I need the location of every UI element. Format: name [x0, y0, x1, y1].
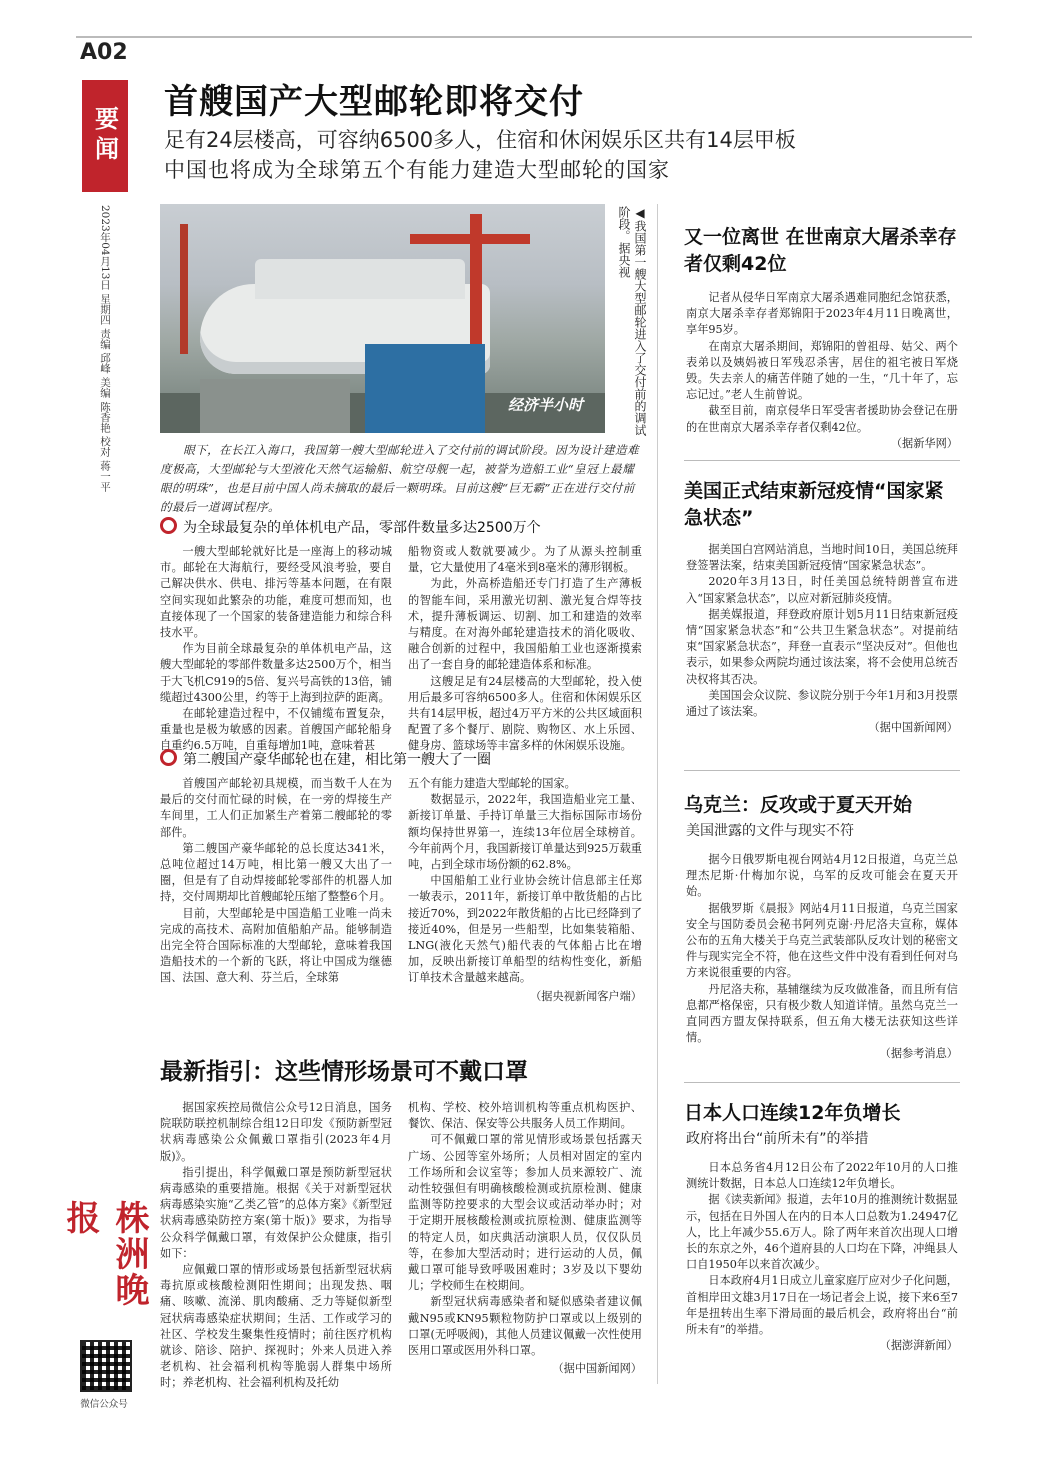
divider: [684, 1082, 960, 1083]
sidebar-headline-3[interactable]: 乌克兰：反攻或于夏天开始: [684, 794, 913, 816]
lead-col-1: [160, 544, 392, 755]
sidebar-subhead-4: 政府将出台“前所未有”的举措: [686, 1131, 869, 1147]
newspaper-logo: 株洲晚报: [60, 1200, 149, 1308]
paragraph: 据俄罗斯《晨报》网站4月11日报道，乌克兰国家安全与国防委员会秘书阿列克谢·丹尼洛夫宣称，媒体公布的五角大楼关于乌克兰武装部队反攻计划的秘密文件与现实完全不符，他在这些文件中没有看到任何对乌方来说很重要的内容。: [686, 901, 958, 980]
source-credit: （据新华网）: [890, 436, 958, 450]
photo-caption: ◀我国第一艘大型邮轮进入了交付前的调试阶段。据央视: [617, 206, 647, 436]
paragraph: 五个有能力建造大型邮轮的国家。: [408, 777, 576, 790]
building-shape: [200, 379, 350, 433]
source-credit: （据中国新闻网）: [868, 721, 958, 735]
paragraph: 新型冠状病毒感染者和疑似感染者建议佩戴N95或KN95颗粒物防护口罩或以上级别的口罩(无呼吸阀)，其他人员建议佩戴一次性使用医用口罩或医用外科口罩。: [408, 1295, 642, 1358]
paragraph: 丹尼洛夫称，基辅继续为反攻做准备，而且所有信息都严格保密，只有极少数人知道详情。虽然乌克兰一直同西方盟友保持联系，但五角大楼无法获知这些详情。: [686, 982, 958, 1045]
section-heading-2: [160, 749, 491, 769]
sidebar-subhead-3: 美国泄露的文件与现实不符: [686, 823, 854, 839]
source-credit: （据中国新闻网）: [552, 1362, 642, 1376]
photo-watermark: 经济半小时: [507, 396, 583, 414]
dateline: 2023年04月13日 星期四 责编 邱峰 美编 陈香艳 校对 蒋一平: [99, 205, 111, 492]
source-credit: （据澎湃新闻）: [879, 1339, 958, 1353]
section-heading-text: 为全球最复杂的单体机电产品，零部件数量多达2500万个: [183, 520, 541, 536]
lead-subhead-2: 中国也将成为全球第五个有能力建造大型邮轮的国家: [164, 158, 670, 182]
paragraph: 中国船舶工业行业协会统计信息部主任郑一敏表示，2011年，新接订单中散货船的占比接近70%，到2022年散货船的占比已经降到了接近40%，但是另一些船型，比如集装箱船、LNG(液化天然气)船代表的气体船占比在增加，反映出新接订单船型的结构性变化，新船订单技术含量越来越高。: [408, 874, 642, 985]
crane-arm-shape: [410, 234, 530, 244]
paragraph: 据美媒报道，拜登政府原计划5月11日结束新冠疫情“国家紧急状态”和“公共卫生紧急状态”。对提前结束“国家紧急状态”，拜登一直表示“坚决反对”。但他也表示，如果参众两院均通过该法案，将不会使用总统否决权将其否决。: [686, 607, 958, 686]
paragraph: 船物资或人数就要减少。为了从源头控制重量，它大量使用了4毫米到8毫米的薄形钢板。: [408, 545, 642, 575]
paragraph: 作为目前全球最复杂的单体机电产品，这艘大型邮轮的零部件数量多达2500万个，相当于大飞机C919的5倍、复兴号高铁的13倍，铺缆超过4300公里，约等于上海到拉萨的距离。: [160, 642, 392, 704]
paragraph: 可不佩戴口罩的常见情形或场景包括露天广场、公园等室外场所；人员相对固定的室内工作场所和会议室等；参加人员来源较广、流动性较强但有明确核酸检测或抗原检测、健康监测等防控要求的大型会议或活动举办时；对于定期开展核酸检测或抗原检测、健康监测等的特定人员，如庆典活动演职人员，仅仅队员等，在参加大型活动时；进行运动的人员，佩戴口罩可能导致呼吸困难时；3岁及以下婴幼儿；学校师生在校期间。: [408, 1133, 642, 1293]
paragraph: 日本总务省4月12日公布了2022年10月的人口推测统计数据，日本总人口连续12年负增长。: [686, 1161, 958, 1191]
building-shape: [365, 344, 485, 433]
paragraph: 日本政府4月1日成立儿童家庭厅应对少子化问题，首相岸田文雄3月17日在一场记者会上说，接下来6至7年是扭转出生率下滑局面的最后机会，政府将出台“前所未有”的举措。: [686, 1274, 958, 1337]
bullet-icon: [160, 749, 177, 766]
paragraph: 机构、学校、校外培训机构等重点机构医护、餐饮、保洁、保安等公共服务人员工作期间。: [408, 1101, 642, 1131]
paragraph: 指引提出，科学佩戴口罩是预防新型冠状病毒感染的重要措施。根据《关于对新型冠状病毒感染实施“乙类乙管”的总体方案》《新型冠状病毒感染防控方案(第十版)》要求，为指导公众科学佩戴口罩，有效保护公众健康，指引如下：: [160, 1165, 392, 1260]
paragraph: 应佩戴口罩的情形或场景包括新型冠状病毒抗原或核酸检测阳性期间；出现发热、咽痛、咳嗽、流涕、肌肉酸痛、乏力等疑似新型冠状病毒感染症状期间；生活、工作或学习的社区、学校发生聚集性疫情时；前往医疗机构就诊、陪诊、陪护、探视时；外来人员进入养老机构、社会福利机构等脆弱人群集中场所时；养老机构、社会福利机构及托幼: [160, 1263, 392, 1390]
sidebar-body-4: [686, 1160, 958, 1354]
sidebar-headline-4[interactable]: 日本人口连续12年负增长: [684, 1102, 901, 1124]
paragraph: 美国国会众议院、参议院分别于今年1月和3月投票通过了该法案。: [686, 688, 958, 719]
section-heading-text: 第二艘国产豪华邮轮也在建，相比第一艘大了一圈: [183, 752, 491, 768]
source-credit: （据参考消息）: [879, 1047, 958, 1061]
sidebar-headline-1[interactable]: 又一位离世 在世南京大屠杀幸存者仅剩42位: [684, 226, 957, 275]
paragraph: 第二艘国产豪华邮轮的总长度达341米，总吨位超过14万吨，相比第一艘又大出了一圈，但是有了自动焊接邮轮零部件的机器人加持，交付周期却比首艘邮轮压缩了整整6个月。: [160, 841, 392, 904]
sidebar-body-2: [686, 542, 958, 736]
paragraph: 首艘国产邮轮初具规模，而当数千人在为最后的交付而忙碌的时候，在一旁的焊接生产车间里，工人们正加紧生产着第二艘邮轮的零部件。: [160, 777, 392, 839]
crane-shape: [180, 224, 188, 354]
ship-deck-shape: [255, 259, 465, 299]
sidebar-body-1: [686, 290, 958, 452]
qr-code-icon[interactable]: [80, 1340, 132, 1392]
lead-col-4: [408, 776, 642, 1005]
lead-subhead-1: 足有24层楼高，可容纳6500多人，住宿和休闲娱乐区共有14层甲板: [164, 128, 796, 152]
mask-col-2: [408, 1100, 642, 1377]
bullet-icon: [160, 517, 177, 534]
paragraph: 数据显示，2022年，我国造船业完工量、新接订单量、手持订单量三大指标国际市场份额均保持世界第一，连续13年位居全球榜首。今年前两个月，我国新接订单量达到925万载重吨，占到全球市场份额的62.8%。: [408, 793, 642, 872]
divider: [684, 770, 960, 771]
divider: [684, 460, 960, 461]
qr-label: 微信公众号: [80, 1399, 128, 1410]
mask-headline[interactable]: 最新指引：这些情形场景可不戴口罩: [160, 1059, 528, 1085]
lead-col-2: [408, 544, 642, 755]
paragraph: 为此，外高桥造船还专门打造了生产薄板的智能车间，采用激光切割、激光复合焊等技术，提升薄板调运、切割、加工和建造的效率与精度。在对海外邮轮建造技术的消化吸收、融合创新的过程中，我国船舶工业也逐渐摸索出了一套自身的邮轮建造体系和标准。: [408, 577, 642, 672]
paragraph: 记者从侵华日军南京大屠杀遇难同胞纪念馆获悉，南京大屠杀幸存者郑锦阳于2023年4月11日晚离世，享年95岁。: [686, 291, 958, 337]
paragraph: 这艘足足有24层楼高的大型邮轮，投入使用后最多可容纳6500多人。住宿和休闲娱乐区共有14层甲板，超过4万平方米的公共区域面积配置了多个餐厅、剧院、购物区、水上乐园、健身房、篮球场等丰富多样的休闲娱乐设施。: [408, 674, 642, 753]
paragraph: 据《读卖新闻》报道，去年10月的推测统计数据显示，包括在日外国人在内的日本人口总数为1.24947亿人，比上年减少55.6万人。除了两年来首次出现人口增长的东京之外，46个道府县的人口均在下降，冲绳县人口自1950年以来首次减少。: [686, 1193, 958, 1272]
sidebar-body-3: [686, 852, 958, 1063]
sidebar-headline-2[interactable]: 美国正式结束新冠疫情“国家紧急状态”: [684, 480, 944, 529]
mask-col-1: [160, 1100, 392, 1392]
lead-lede: 眼下，在长江入海口，我国第一艘大型邮轮进入了交付前的调试阶段。因为设计建造难度极高，大型邮轮与大型液化天然气运输船、航空母舰一起，被誉为造船工业“皇冠上最耀眼的明珠”，也是目前中国人尚未摘取的最后一颗明珠。目前这艘“巨无霸”正在进行交付前的最后一道调试程序。: [160, 443, 639, 514]
cruise-ship-photo[interactable]: [160, 204, 605, 433]
paragraph: 2020年3月13日，时任美国总统特朗普宣布进入“国家紧急状态”，以应对新冠肺炎疫情。: [686, 575, 958, 605]
page-number: A02: [80, 40, 128, 65]
paragraph: 目前，大型邮轮是中国造船工业唯一尚未完成的高技术、高附加值船舶产品。能够制造出完全符合国际标准的大型邮轮，意味着我国造船技术的一个新的飞跃，将让中国成为继德国、法国、意大利、芬兰后，全球第: [160, 906, 392, 985]
paragraph: 在邮轮建造过程中，不仅铺缆布置复杂，重量也是极为敏感的因素。首艘国产邮轮船身自重约6.5万吨，自重每增加1吨，意味着甚: [160, 707, 392, 753]
column-divider: [657, 204, 658, 1384]
source-credit: （据央视新闻客户端）: [530, 989, 642, 1003]
lead-headline[interactable]: 首艘国产大型邮轮即将交付: [164, 82, 584, 122]
section-heading-1: [160, 517, 541, 537]
paragraph: 在南京大屠杀期间，郑锦阳的曾祖母、姑父、两个表弟以及姨妈被日军残忍杀害，居住的祖宅被日军烧毁。失去亲人的痛苦伴随了她的一生，“几十年了，忘忘记过。”老人生前曾说。: [686, 339, 958, 402]
paragraph: 据美国白宫网站消息，当地时间10日，美国总统拜登签署法案，结束美国新冠疫情“国家紧急状态”。: [686, 543, 958, 573]
paragraph: 截至目前，南京侵华日军受害者援助协会登记在册的在世南京大屠杀幸存者仅剩42位。: [686, 404, 958, 434]
section-tag[interactable]: 要闻: [82, 80, 128, 192]
lead-col-3: [160, 776, 392, 987]
paragraph: 一艘大型邮轮就好比是一座海上的移动城市。邮轮在大海航行，要经受风浪考验，要自己解决供水、供电、排污等基本问题，在有限空间实现如此繁杂的功能，难度可想而知，也直接体现了一个国家的装备建造能力和综合科技水平。: [160, 545, 392, 640]
paragraph: 据国家疾控局微信公众号12日消息，国务院联防联控机制综合组12日印发《预防新型冠状病毒感染公众佩戴口罩指引(2023年4月版)》。: [160, 1101, 392, 1163]
paragraph: 据今日俄罗斯电视台网站4月12日报道，乌克兰总理杰尼斯·什梅加尔说，乌军的反攻可能会在夏天开始。: [686, 853, 958, 899]
top-rule: [76, 36, 972, 38]
